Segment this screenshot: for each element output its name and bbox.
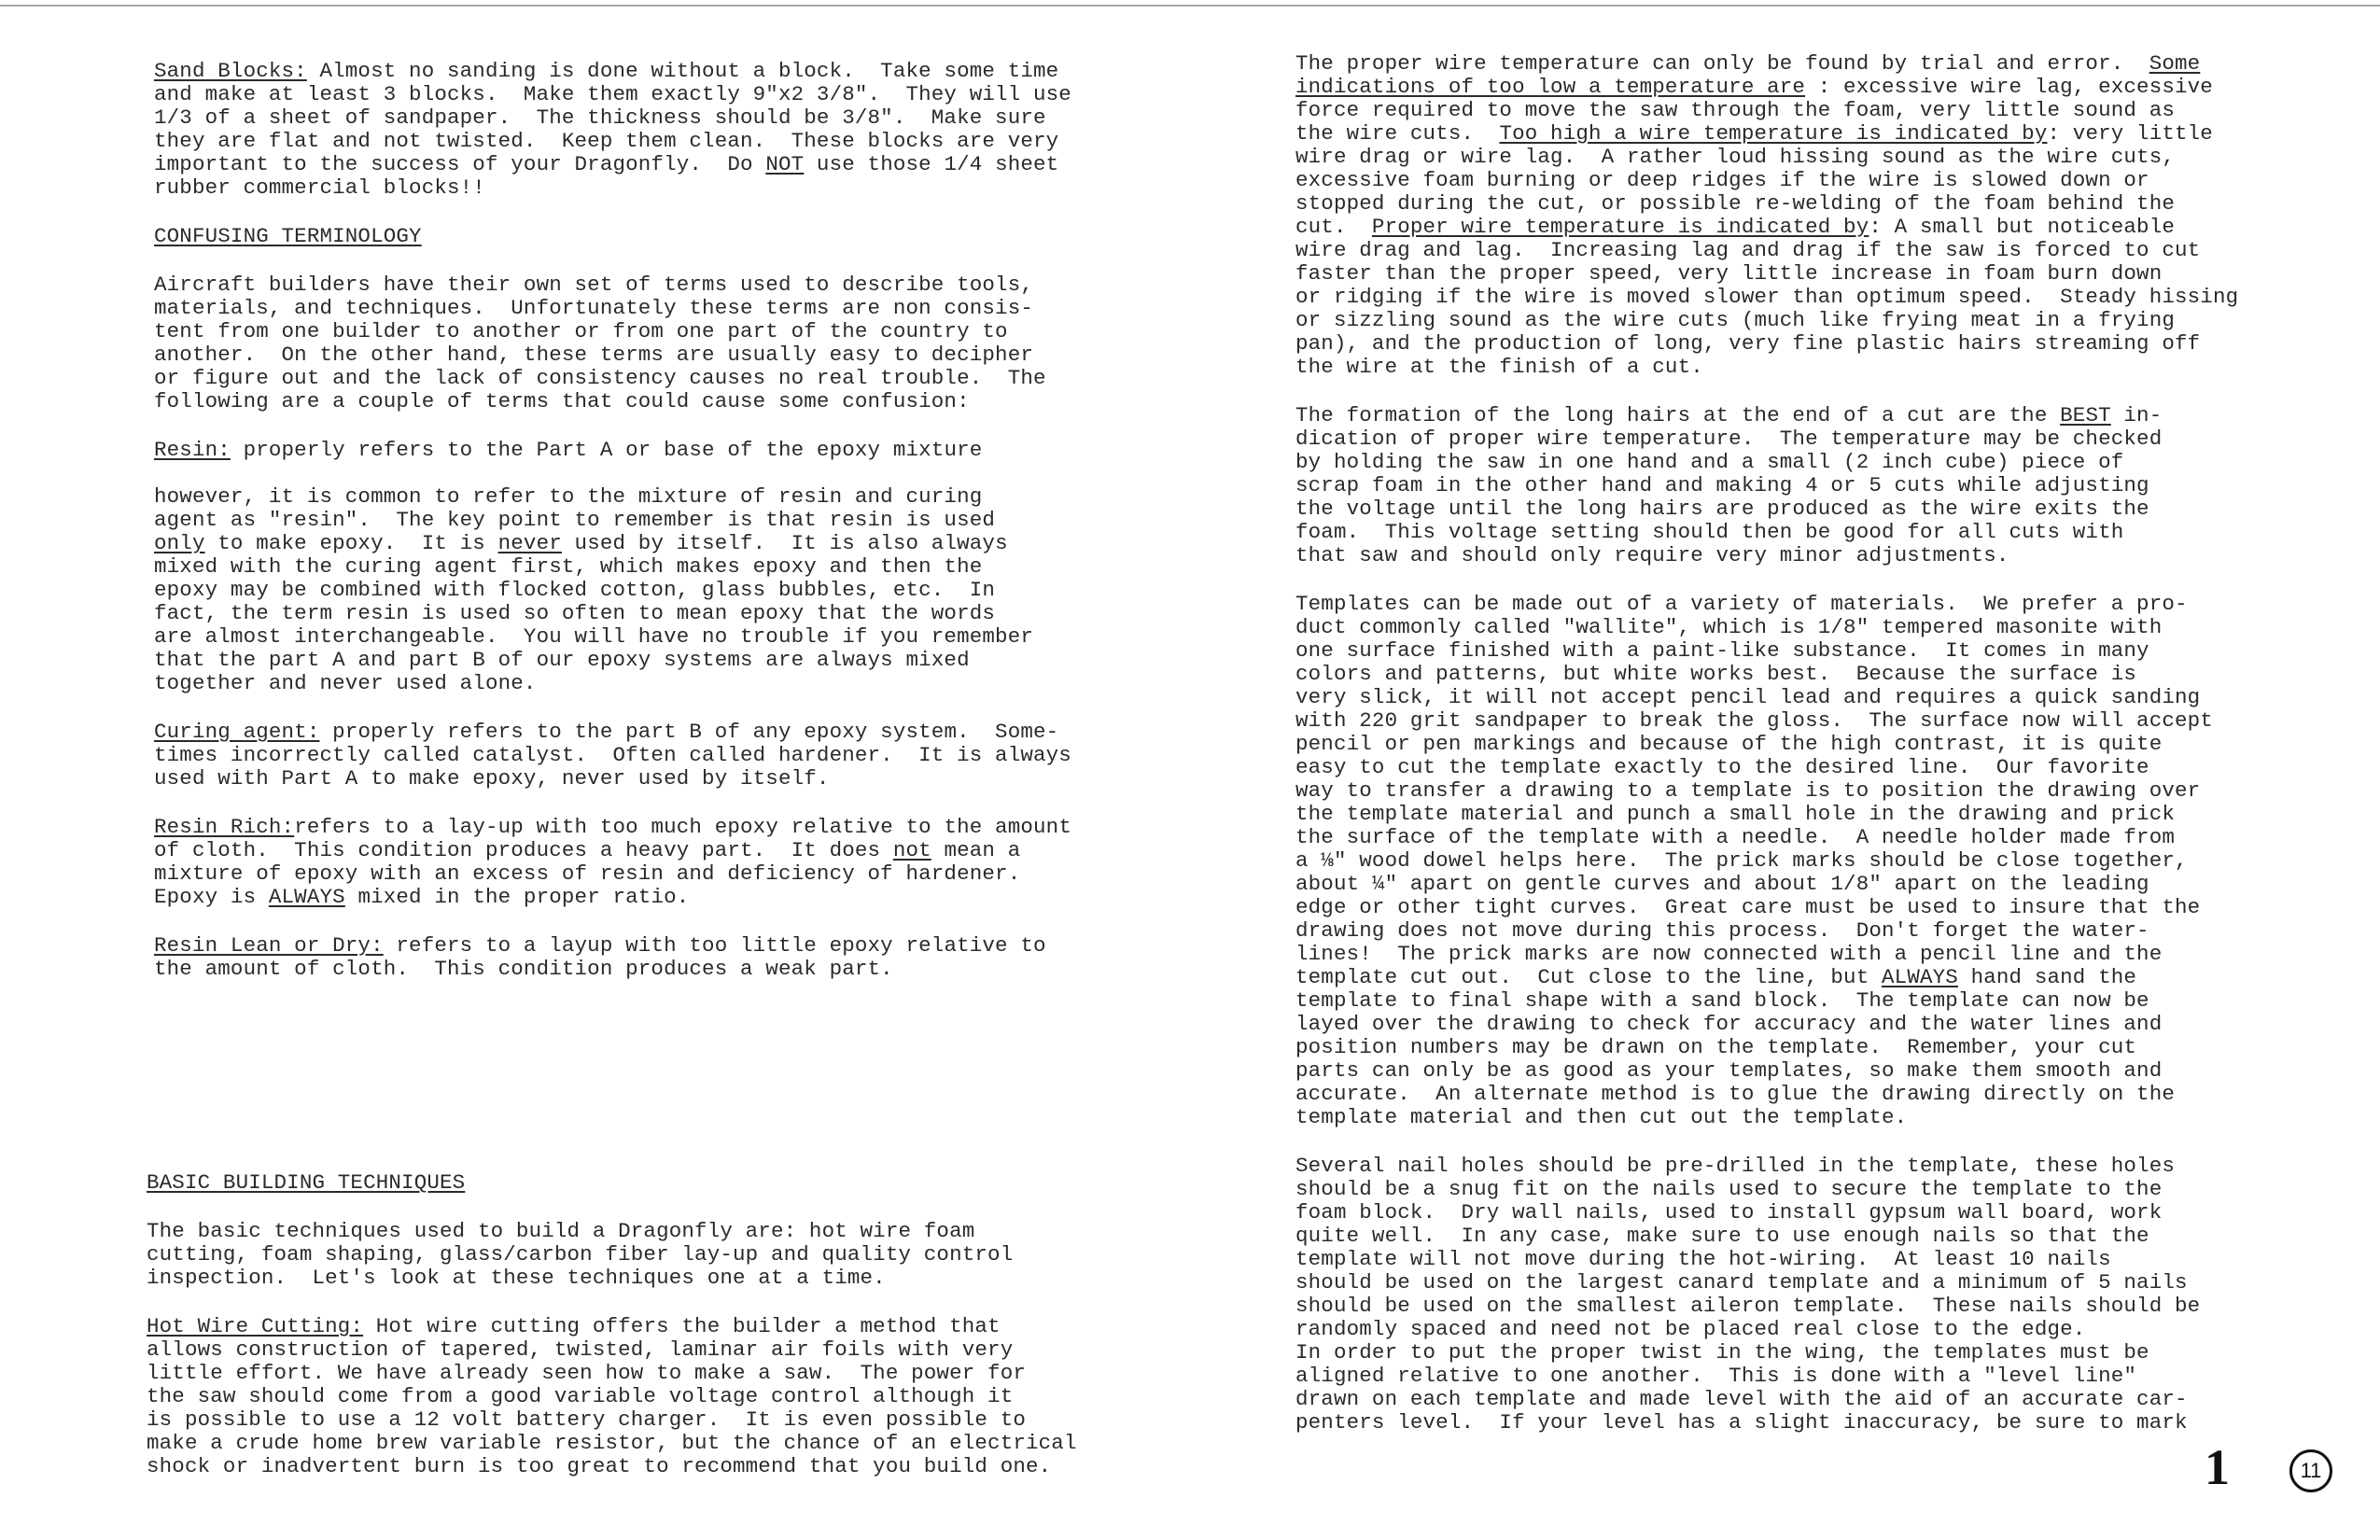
confusing-terminology-heading: CONFUSING TERMINOLOGY [154, 224, 422, 248]
resin-emph-only: only [154, 531, 205, 555]
resin-text-b: to make epoxy. It is [204, 531, 498, 555]
sand-blocks-text-a: Almost no sanding is done without a block. Take some time and make at least 3 blocks. Make them exactly 9"x2 3/8". They will use 1/3 of a sheet of sandpaper. The thickness should be 3/8". Make sure they are flat and not twisted. Keep them clean. These blocks are very important to the success of your Dragonfly. Do [154, 59, 1071, 176]
hot-wire-paragraph [147, 1315, 1192, 1478]
wire-temp-text-b: : excessive wire lag, excessive force required to move the saw through the foam, very little sound as the wire cuts. [1295, 75, 2213, 146]
long-hairs-text-a: The formation of the long hairs at the end of a cut are the [1295, 403, 2061, 427]
resin-rich-paragraph [154, 816, 1190, 909]
nail-holes-paragraph: Several nail holes should be pre-drilled in the template, these holes should be a snug fit on the nails used to secure the template to the foam block. Dry wall nails, used to install gypsum wall board, work quite well. In any case, make sure to use enough nails so that the template will not move during the hot-wiring. At least 10 nails should be used on the largest canard template and a minimum of 5 nails should be used on the smallest aileron template. These nails should be randomly spaced and need not be placed real close to the edge. In order to put the proper twist in the wing, the templates must be aligned relative to one another. This is done with a "level line" drawn on each template and made level with the aid of an accurate car- penters level. If your level has a slight inaccuracy, be sure to mark [1295, 1154, 2201, 1435]
wire-temp-too-low: Some indications of too low a temperature are [1295, 51, 2201, 99]
resin-rich-term: Resin Rich: [154, 815, 295, 839]
basic-building-heading: BASIC BUILDING TECHNIQUES [147, 1170, 466, 1195]
page-number-circle: 11 [2289, 1449, 2332, 1492]
templates-paragraph [1295, 593, 2355, 1129]
resin-text-c: used by itself. It is also always mixed with the curing agent first, which makes epoxy and then the epoxy may be combined with flocked cotton, glass bubbles, etc. In fact, the term resin is used so often to mean epoxy that the words are almost interchangeable. You will have no trouble if you remember that the part A and part B of our epoxy systems are always mixed together and never used alone. [154, 531, 1034, 695]
resin-lean-text: refers to a layup with too little epoxy relative to the amount of cloth. This condition produces a weak part. [154, 933, 1046, 981]
resin-lean-term: Resin Lean or Dry: [154, 933, 384, 958]
chapter-number: 1 [2205, 1439, 2230, 1495]
sand-blocks-term: Sand Blocks: [154, 59, 307, 83]
sand-blocks-emph: NOT [765, 152, 805, 176]
curing-agent-term: Curing agent: [154, 720, 320, 744]
resin-lean-paragraph [154, 934, 1190, 981]
resin-rich-text-c: mixed in the proper ratio. [344, 885, 690, 909]
confusing-intro-paragraph: Aircraft builders have their own set of terms used to describe tools, materials, and techniques. Unfortunately these terms are non consis- tent from one builder to another or from one part of the country to another. On the other hand, these terms are usually easy to decipher or figure out and the lack of consistency causes no real trouble. The following are a couple of terms that could cause some confusion: [154, 273, 1046, 413]
left-column [154, 60, 1190, 1006]
sand-blocks-paragraph [154, 60, 1190, 200]
right-column [1295, 52, 2355, 1460]
wire-temp-proper: Proper wire temperature is indicated by [1371, 215, 1869, 239]
left-column-lower [147, 1171, 1192, 1504]
long-hairs-text-b: in- dication of proper wire temperature. The temperature may be checked by holding the saw in one hand and a small (2 inch cube) piece of scrap foam in the other hand and making 4 or 5 cuts while adjusting the voltage until the long hairs are produced as the wire exits the foam. This voltage setting should then be good for all cuts with that saw and should only require very minor adjustments. [1295, 403, 2163, 567]
long-hairs-paragraph [1295, 404, 2355, 567]
top-rule [0, 5, 2380, 7]
basic-intro-paragraph: The basic techniques used to build a Dragonfly are: hot wire foam cutting, foam shaping, glass/carbon fiber lay-up and quality control inspection. Let's look at these techniques one at a time. [147, 1219, 1014, 1290]
hot-wire-term: Hot Wire Cutting: [147, 1314, 364, 1338]
curing-agent-text: properly refers to the part B of any epoxy system. Some- times incorrectly called catalyst. Often called hardener. It is always used with Part A to make epoxy, never used by itself. [154, 720, 1071, 791]
templates-emph-always: ALWAYS [1882, 965, 1958, 989]
wire-temp-text-c: : very little wire drag or wire lag. A rather loud hissing sound as the wire cuts, excessive foam burning or deep ridges if the wire is slowed down or stopped during the cut, or possible re-welding of the foam behind the cut. [1295, 121, 2213, 239]
resin-rich-text-b: mean a mixture of epoxy with an excess of resin and deficiency of hardener. Epoxy is [154, 838, 1021, 909]
hot-wire-text: Hot wire cutting offers the builder a method that allows construction of tapered, twisted, laminar air foils with very little effort. We have already seen how to make a saw. The power for the saw should come from a good variable voltage control although it is possible to use a 12 volt battery charger. It is even possible to make a crude home brew variable resistor, but the chance of an electrical shock or inadvertent burn is too great to recommend that you build one. [147, 1314, 1077, 1478]
resin-rich-emph-not: not [892, 838, 931, 862]
long-hairs-emph-best: BEST [2060, 403, 2111, 427]
wire-temp-too-high: Too high a wire temperature is indicated by [1499, 121, 2048, 146]
resin-emph-never: never [497, 531, 562, 555]
resin-term: Resin: [154, 438, 231, 462]
curing-agent-paragraph [154, 721, 1190, 791]
wire-temp-text-d: : A small but noticeable wire drag and lag. Increasing lag and drag if the saw is forced to cut faster than the proper speed, very little increase in foam burn down or ridging if the wire is moved slower than optimum speed. Steady hissing or sizzling sound as the wire cuts (much like frying meat in a frying pan), and the production of long, very fine plastic hairs streaming off the wire at the finish of a cut. [1295, 215, 2239, 379]
sand-blocks-text-b: use those 1/4 sheet rubber commercial blocks!! [154, 152, 1059, 200]
templates-text-b: hand sand the template to final shape with a sand block. The template can now be layed over the drawing to check for accuracy and the water lines and position numbers may be drawn on the template. Remember, your cut parts can only be as good as your templates, so make them smooth and accurate. An alternate method is to glue the drawing directly on the template material and then cut out the template. [1295, 965, 2176, 1129]
templates-text-a: Templates can be made out of a variety of materials. We prefer a pro- duct commonly called "wallite", which is 1/8" tempered masonite with one surface finished with a paint-like substance. It comes in many colors and patterns, but white works best. Because the surface is very slick, it will not accept pencil lead and requires a quick sanding with 220 grit sandpaper to break the gloss. The surface now will accept pencil or pen markings and because of the high contrast, it is quite easy to cut the template exactly to the desired line. Our favorite way to transfer a drawing to a template is to position the drawing over the template material and punch a small hole in the drawing and prick the surface of the template with a needle. A needle holder made from a ⅛" wood dowel helps here. The prick marks should be close together, about ¼" apart on gentle curves and about 1/8" apart on the leading edge or other tight curves. Great care must be used to insure that the drawing does not move during this process. Don't forget the water- lines! The prick marks are now connected with a pencil line and the template cut out. Cut close to the line, but [1295, 592, 2213, 989]
resin-rich-emph-always: ALWAYS [268, 885, 345, 909]
resin-paragraph [154, 439, 1190, 695]
wire-temperature-paragraph [1295, 52, 2355, 379]
wire-temp-text-a: The proper wire temperature can only be found by trial and error. [1295, 51, 2149, 76]
resin-text-a: properly refers to the Part A or base of the epoxy mixture however, it is common to refer to the mixture of resin and curing agent as "resin". The key point to remember is that resin is used [154, 438, 996, 532]
resin-rich-text-a: refers to a lay-up with too much epoxy relative to the amount of cloth. This condition produces a heavy part. It does [154, 815, 1071, 862]
